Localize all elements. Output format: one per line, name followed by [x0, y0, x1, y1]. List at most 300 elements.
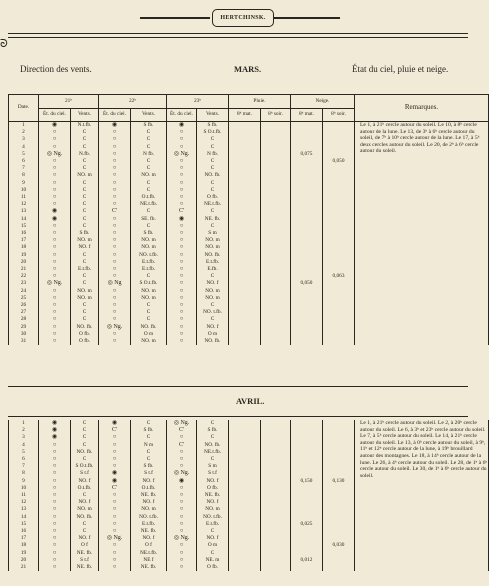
- cell-neige-soir: [323, 216, 355, 223]
- cell-etat-23h: ◉: [167, 122, 197, 130]
- cell-etat-22h: ○: [99, 442, 131, 449]
- cell-vents-22h: NE.t.fb.: [131, 201, 167, 208]
- cell-etat-23h: ○: [167, 129, 197, 136]
- cell-pluie-mat: [229, 427, 261, 434]
- cell-vents-23h: NO. fb.: [197, 172, 229, 179]
- cell-neige-mat: [291, 266, 323, 273]
- cell-vents-21h: C: [71, 434, 99, 441]
- cell-vents-23h: NO. m: [197, 237, 229, 244]
- col-soir: 8ʰ soir.: [323, 108, 355, 122]
- cell-vents-21h: C: [71, 456, 99, 463]
- cell-neige-soir: [323, 230, 355, 237]
- cell-etat-22h: ○: [99, 151, 131, 158]
- cell-etat-23h: ○: [167, 273, 197, 280]
- cell-vents-23h: NO. fb.: [197, 252, 229, 259]
- cell-vents-21h: NO. m: [71, 237, 99, 244]
- cell-pluie-soir: [261, 280, 291, 287]
- cell-vents-22h: NE. fb.: [131, 528, 167, 535]
- cell-vents-22h: N m: [131, 442, 167, 449]
- cell-etat-23h: ○: [167, 244, 197, 251]
- cell-date: 21: [9, 266, 39, 273]
- cell-etat-23h: ○: [167, 180, 197, 187]
- cell-pluie-mat: [229, 499, 261, 506]
- cell-etat-21h: ○: [39, 442, 71, 449]
- cell-date: 9: [9, 478, 39, 485]
- cell-vents-21h: C: [71, 216, 99, 223]
- cell-neige-soir: [323, 420, 355, 427]
- cell-pluie-mat: [229, 535, 261, 542]
- cell-neige-soir: [323, 338, 355, 345]
- cell-vents-22h: C: [131, 434, 167, 441]
- cell-pluie-mat: [229, 216, 261, 223]
- cell-vents-21h: NO. m: [71, 172, 99, 179]
- cell-pluie-mat: [229, 172, 261, 179]
- remarks: Le 1, à 21ʰ cercle autour du soleil. Le 2, à 20ʰ cercle autour du soleil. Le 6, à 3ʰ et 23ʰ cercle autour du soleil. Le 7, à 5ʰ cercle autour du soleil. Le 14, à 21ʰ cercle autour du soleil. Le 13, à 0ʰ cercle autour du soleil, à 9ʰ, 11ʰ et 12ʰ cercle autour de la lune, à 19ʰ brouillard autour des montagnes. Le 18, à 14ʰ cercle autour de la lune. Le 26, à 4ʰ cercle autour du soleil. Le 28, de 1ʰ à 6ʰ cercle autour du soleil. Le 30, de 1ʰ à 6ʰ cercle autour du soleil.: [355, 420, 489, 571]
- cell-neige-soir: [323, 470, 355, 477]
- banner-rule-right: [274, 17, 340, 19]
- cell-vents-21h: NO. f: [71, 244, 99, 251]
- col-date: Date.: [9, 95, 39, 122]
- cell-vents-23h: NO. t.fb.: [197, 514, 229, 521]
- cell-etat-23h: ○: [167, 514, 197, 521]
- cell-vents-21h: NO. m: [71, 295, 99, 302]
- cell-vents-21h: S O.t.fb.: [71, 463, 99, 470]
- cell-neige-soir: [323, 122, 355, 130]
- cell-etat-21h: ○: [39, 485, 71, 492]
- cell-etat-22h: ○: [99, 338, 131, 345]
- cell-etat-23h: ○: [167, 550, 197, 557]
- cell-etat-21h: ○: [39, 463, 71, 470]
- cell-neige-mat: [291, 535, 323, 542]
- cell-etat-22h: ○: [99, 172, 131, 179]
- cell-date: 14: [9, 514, 39, 521]
- cell-vents-21h: O fb.: [71, 338, 99, 345]
- cell-pluie-mat: [229, 252, 261, 259]
- cell-pluie-mat: [229, 295, 261, 302]
- cell-etat-21h: ○: [39, 478, 71, 485]
- cell-pluie-soir: [261, 528, 291, 535]
- cell-date: 20: [9, 259, 39, 266]
- cell-etat-22h: ◉: [99, 122, 131, 130]
- cell-vents-22h: NE. fb.: [131, 564, 167, 571]
- cell-etat-23h: ○: [167, 528, 197, 535]
- col-vents: Vents.: [197, 108, 229, 122]
- cell-etat-21h: ○: [39, 165, 71, 172]
- cell-etat-23h: ○: [167, 172, 197, 179]
- col-neige: Neige.: [291, 95, 355, 109]
- cell-vents-23h: NO. fb.: [197, 338, 229, 345]
- cell-pluie-soir: [261, 244, 291, 251]
- cell-neige-mat: [291, 324, 323, 331]
- cell-etat-23h: ○: [167, 230, 197, 237]
- cell-vents-22h: NO. f: [131, 535, 167, 542]
- cell-date: 21: [9, 564, 39, 571]
- cell-vents-21h: C: [71, 302, 99, 309]
- cell-etat-21h: ○: [39, 172, 71, 179]
- cell-etat-21h: ○: [39, 338, 71, 345]
- cell-vents-22h: NO. m: [131, 338, 167, 345]
- cell-neige-soir: [323, 557, 355, 564]
- cell-vents-21h: NO. f: [71, 499, 99, 506]
- cell-vents-22h: C: [131, 302, 167, 309]
- cell-etat-21h: ◉: [39, 122, 71, 130]
- cell-neige-mat: [291, 252, 323, 259]
- cell-pluie-soir: [261, 427, 291, 434]
- cell-etat-22h: ○: [99, 288, 131, 295]
- cell-pluie-mat: [229, 514, 261, 521]
- cell-vents-21h: C: [71, 442, 99, 449]
- corner-ornament: ᘐ: [0, 38, 8, 50]
- col-mat: 8ʰ mat.: [291, 108, 323, 122]
- cell-etat-23h: ○: [167, 557, 197, 564]
- cell-vents-21h: C: [71, 252, 99, 259]
- cell-vents-22h: C: [131, 158, 167, 165]
- cell-vents-21h: NO. fb.: [71, 324, 99, 331]
- cell-vents-23h: O fb.: [197, 194, 229, 201]
- cell-etat-22h: ○: [99, 514, 131, 521]
- cell-vents-21h: NE. fb.: [71, 550, 99, 557]
- cell-date: 16: [9, 230, 39, 237]
- cell-vents-23h: C: [197, 158, 229, 165]
- cell-vents-22h: C: [131, 456, 167, 463]
- cell-vents-23h: NO. m: [197, 288, 229, 295]
- cell-etat-21h: ○: [39, 528, 71, 535]
- cell-vents-23h: C: [197, 302, 229, 309]
- cell-neige-soir: [323, 136, 355, 143]
- cell-vents-23h: O m: [197, 542, 229, 549]
- cell-pluie-soir: [261, 535, 291, 542]
- cell-etat-22h: ○: [99, 216, 131, 223]
- cell-vents-21h: C: [71, 129, 99, 136]
- cell-neige-mat: [291, 316, 323, 323]
- cell-etat-22h: ○: [99, 259, 131, 266]
- cell-vents-21h: C: [71, 528, 99, 535]
- cell-neige-mat: [291, 187, 323, 194]
- cell-pluie-mat: [229, 449, 261, 456]
- cell-etat-22h: ◉: [99, 420, 131, 427]
- cell-etat-23h: ○: [167, 463, 197, 470]
- cell-pluie-soir: [261, 456, 291, 463]
- cell-neige-soir: 0,063: [323, 273, 355, 280]
- cell-pluie-soir: [261, 338, 291, 345]
- cell-vents-21h: C: [71, 273, 99, 280]
- cell-neige-soir: [323, 324, 355, 331]
- cell-neige-mat: [291, 194, 323, 201]
- cell-date: 28: [9, 316, 39, 323]
- cell-vents-21h: C: [71, 187, 99, 194]
- cell-date: 23: [9, 280, 39, 287]
- cell-etat-21h: ○: [39, 449, 71, 456]
- cell-vents-21h: C: [71, 521, 99, 528]
- cell-neige-soir: [323, 259, 355, 266]
- cell-date: 8: [9, 172, 39, 179]
- cell-pluie-mat: [229, 273, 261, 280]
- cell-etat-21h: ○: [39, 144, 71, 151]
- cell-etat-21h: ○: [39, 316, 71, 323]
- cell-pluie-soir: [261, 557, 291, 564]
- cell-etat-23h: ◎ Ng.: [167, 470, 197, 477]
- avril-table: [8, 420, 489, 571]
- cell-neige-soir: [323, 266, 355, 273]
- cell-etat-23h: ○: [167, 237, 197, 244]
- cell-neige-mat: 0,025: [291, 521, 323, 528]
- cell-neige-soir: [323, 442, 355, 449]
- cell-etat-22h: ○: [99, 434, 131, 441]
- cell-etat-22h: ○: [99, 295, 131, 302]
- cell-etat-23h: ○: [167, 521, 197, 528]
- cell-pluie-soir: [261, 485, 291, 492]
- cell-vents-21h: NO. m: [71, 288, 99, 295]
- cell-etat-22h: ○: [99, 273, 131, 280]
- col-mat: 8ʰ mat.: [229, 108, 261, 122]
- cell-neige-mat: [291, 463, 323, 470]
- page-rule: [8, 33, 468, 34]
- cell-vents-23h: S fb.: [197, 427, 229, 434]
- cell-vents-23h: NO. f: [197, 324, 229, 331]
- cell-pluie-soir: [261, 463, 291, 470]
- col-23h: 23ʰ: [167, 95, 229, 109]
- cell-etat-21h: ○: [39, 557, 71, 564]
- cell-pluie-soir: [261, 295, 291, 302]
- cell-pluie-mat: [229, 309, 261, 316]
- cell-vents-23h: S m: [197, 463, 229, 470]
- cell-date: 3: [9, 136, 39, 143]
- month-title: MARS.: [234, 64, 262, 74]
- cell-vents-23h: C: [197, 144, 229, 151]
- cell-pluie-soir: [261, 223, 291, 230]
- cell-etat-22h: ○: [99, 194, 131, 201]
- cell-etat-21h: ○: [39, 237, 71, 244]
- cell-neige-mat: [291, 528, 323, 535]
- cell-etat-21h: ◎ Ng.: [39, 151, 71, 158]
- cell-vents-22h: NO. t.fb.: [131, 514, 167, 521]
- cell-date: 18: [9, 244, 39, 251]
- col-etat: Ét. du ciel.: [99, 108, 131, 122]
- cell-vents-23h: C: [197, 187, 229, 194]
- cell-vents-22h: NO. f: [131, 499, 167, 506]
- cell-neige-mat: [291, 420, 323, 427]
- cell-date: 5: [9, 151, 39, 158]
- cell-vents-23h: NO. f: [197, 535, 229, 542]
- cell-etat-22h: ○: [99, 165, 131, 172]
- cell-etat-22h: ○: [99, 158, 131, 165]
- cell-date: 26: [9, 302, 39, 309]
- station-name: HERTCHINSK.: [212, 9, 274, 27]
- cell-etat-23h: C': [167, 208, 197, 215]
- cell-vents-21h: C: [71, 259, 99, 266]
- cell-pluie-mat: [229, 194, 261, 201]
- cell-date: 17: [9, 535, 39, 542]
- cell-vents-22h: S O.t.fb.: [131, 280, 167, 287]
- cell-vents-21h: N.t.fb.: [71, 122, 99, 130]
- cell-vents-21h: C: [71, 316, 99, 323]
- cell-etat-23h: ○: [167, 499, 197, 506]
- cell-etat-21h: ◉: [39, 434, 71, 441]
- cell-etat-21h: ○: [39, 514, 71, 521]
- cell-neige-soir: [323, 208, 355, 215]
- col-pluie: Pluie.: [229, 95, 291, 109]
- cell-date: 12: [9, 499, 39, 506]
- cell-pluie-soir: [261, 542, 291, 549]
- cell-pluie-soir: [261, 470, 291, 477]
- cell-etat-22h: ○: [99, 201, 131, 208]
- cell-vents-22h: C: [131, 316, 167, 323]
- cell-etat-23h: ○: [167, 338, 197, 345]
- cell-vents-21h: C: [71, 165, 99, 172]
- cell-vents-23h: NO. fb.: [197, 442, 229, 449]
- cell-neige-soir: [323, 463, 355, 470]
- cell-pluie-mat: [229, 521, 261, 528]
- cell-vents-21h: NE. fb.: [71, 564, 99, 571]
- cell-neige-mat: 0,012: [291, 557, 323, 564]
- cell-pluie-soir: [261, 324, 291, 331]
- cell-vents-21h: C: [71, 427, 99, 434]
- cell-vents-21h: S fb.: [71, 230, 99, 237]
- cell-pluie-mat: [229, 485, 261, 492]
- cell-date: 30: [9, 331, 39, 338]
- cell-etat-23h: ○: [167, 324, 197, 331]
- cell-vents-22h: O.t.fb.: [131, 194, 167, 201]
- cell-pluie-mat: [229, 338, 261, 345]
- cell-etat-22h: ○: [99, 331, 131, 338]
- cell-date: 2: [9, 129, 39, 136]
- cell-date: 15: [9, 223, 39, 230]
- mars-table: [8, 94, 489, 345]
- cell-vents-22h: O f: [131, 542, 167, 549]
- cell-vents-22h: C: [131, 165, 167, 172]
- cell-neige-mat: 0,150: [291, 478, 323, 485]
- cell-vents-21h: C: [71, 180, 99, 187]
- cell-vents-22h: S fb.: [131, 122, 167, 130]
- cell-date: 20: [9, 557, 39, 564]
- cell-vents-23h: C: [197, 434, 229, 441]
- cell-etat-22h: ○: [99, 557, 131, 564]
- col-remarques: Remarques.: [355, 95, 489, 122]
- cell-pluie-soir: [261, 331, 291, 338]
- cell-pluie-mat: [229, 434, 261, 441]
- cell-pluie-mat: [229, 478, 261, 485]
- cell-etat-23h: ○: [167, 136, 197, 143]
- cell-pluie-mat: [229, 158, 261, 165]
- cell-vents-23h: C: [197, 136, 229, 143]
- cell-vents-22h: O.t.fb.: [131, 485, 167, 492]
- cell-etat-21h: ○: [39, 470, 71, 477]
- cell-vents-23h: NE.t.fb.: [197, 201, 229, 208]
- cell-neige-mat: [291, 542, 323, 549]
- cell-neige-mat: [291, 165, 323, 172]
- cell-etat-22h: ○: [99, 542, 131, 549]
- cell-etat-22h: ○: [99, 302, 131, 309]
- cell-etat-23h: ○: [167, 187, 197, 194]
- cell-neige-mat: [291, 273, 323, 280]
- cell-date: 1: [9, 420, 39, 427]
- cell-date: 31: [9, 338, 39, 345]
- cell-neige-mat: [291, 223, 323, 230]
- cell-vents-22h: E.t.fb.: [131, 259, 167, 266]
- cell-neige-soir: [323, 252, 355, 259]
- cell-etat-22h: ○: [99, 252, 131, 259]
- cell-etat-23h: ○: [167, 158, 197, 165]
- cell-vents-23h: C: [197, 456, 229, 463]
- cell-pluie-soir: [261, 172, 291, 179]
- cell-neige-mat: [291, 309, 323, 316]
- cell-vents-21h: NO. f: [71, 478, 99, 485]
- cell-etat-22h: ○: [99, 316, 131, 323]
- cell-etat-22h: ◎ Ng: [99, 280, 131, 287]
- cell-date: 2: [9, 427, 39, 434]
- cell-vents-23h: NE.t.fb.: [197, 449, 229, 456]
- cell-etat-23h: ◎ Ng.: [167, 151, 197, 158]
- cell-etat-21h: ○: [39, 230, 71, 237]
- cell-etat-23h: ○: [167, 201, 197, 208]
- cell-neige-mat: [291, 427, 323, 434]
- cell-vents-22h: NO. m: [131, 172, 167, 179]
- cell-neige-mat: [291, 208, 323, 215]
- cell-pluie-mat: [229, 136, 261, 143]
- cell-neige-mat: [291, 550, 323, 557]
- cell-vents-23h: S O.t.fb.: [197, 129, 229, 136]
- cell-vents-21h: C: [71, 309, 99, 316]
- cell-vents-22h: C: [131, 223, 167, 230]
- cell-pluie-soir: [261, 499, 291, 506]
- cell-vents-23h: NO. f: [197, 499, 229, 506]
- cell-neige-soir: [323, 427, 355, 434]
- cell-etat-22h: ○: [99, 136, 131, 143]
- table-row: [9, 420, 489, 427]
- cell-neige-mat: [291, 302, 323, 309]
- cell-neige-soir: [323, 280, 355, 287]
- cell-pluie-mat: [229, 208, 261, 215]
- cell-neige-soir: [323, 165, 355, 172]
- cell-etat-23h: ○: [167, 288, 197, 295]
- cell-vents-22h: C: [131, 180, 167, 187]
- cell-date: 4: [9, 442, 39, 449]
- cell-neige-soir: 0,030: [323, 542, 355, 549]
- cell-etat-22h: ○: [99, 244, 131, 251]
- col-soir: 8ʰ soir.: [261, 108, 291, 122]
- cell-etat-21h: ○: [39, 302, 71, 309]
- cell-pluie-soir: [261, 252, 291, 259]
- cell-etat-21h: ○: [39, 252, 71, 259]
- cell-neige-soir: [323, 492, 355, 499]
- cell-pluie-mat: [229, 324, 261, 331]
- cell-etat-22h: ○: [99, 144, 131, 151]
- cell-etat-21h: ○: [39, 259, 71, 266]
- cell-vents-22h: NO. f: [131, 478, 167, 485]
- cell-etat-23h: C': [167, 427, 197, 434]
- cell-etat-23h: ○: [167, 434, 197, 441]
- cell-neige-soir: [323, 201, 355, 208]
- cell-etat-23h: ○: [167, 266, 197, 273]
- cell-pluie-mat: [229, 129, 261, 136]
- cell-vents-22h: NE. fb.: [131, 492, 167, 499]
- cell-date: 5: [9, 449, 39, 456]
- cell-vents-21h: C: [71, 492, 99, 499]
- cell-neige-mat: [291, 506, 323, 513]
- cell-vents-21h: C: [71, 194, 99, 201]
- cell-vents-21h: S t.f: [71, 557, 99, 564]
- cell-etat-21h: ○: [39, 535, 71, 542]
- cell-date: 19: [9, 252, 39, 259]
- cell-neige-soir: [323, 499, 355, 506]
- cell-date: 1: [9, 122, 39, 130]
- cell-etat-21h: ○: [39, 499, 71, 506]
- cell-etat-21h: ○: [39, 158, 71, 165]
- cell-etat-22h: ◎ Ng.: [99, 535, 131, 542]
- cell-etat-23h: ○: [167, 259, 197, 266]
- cell-pluie-mat: [229, 542, 261, 549]
- cell-date: 14: [9, 216, 39, 223]
